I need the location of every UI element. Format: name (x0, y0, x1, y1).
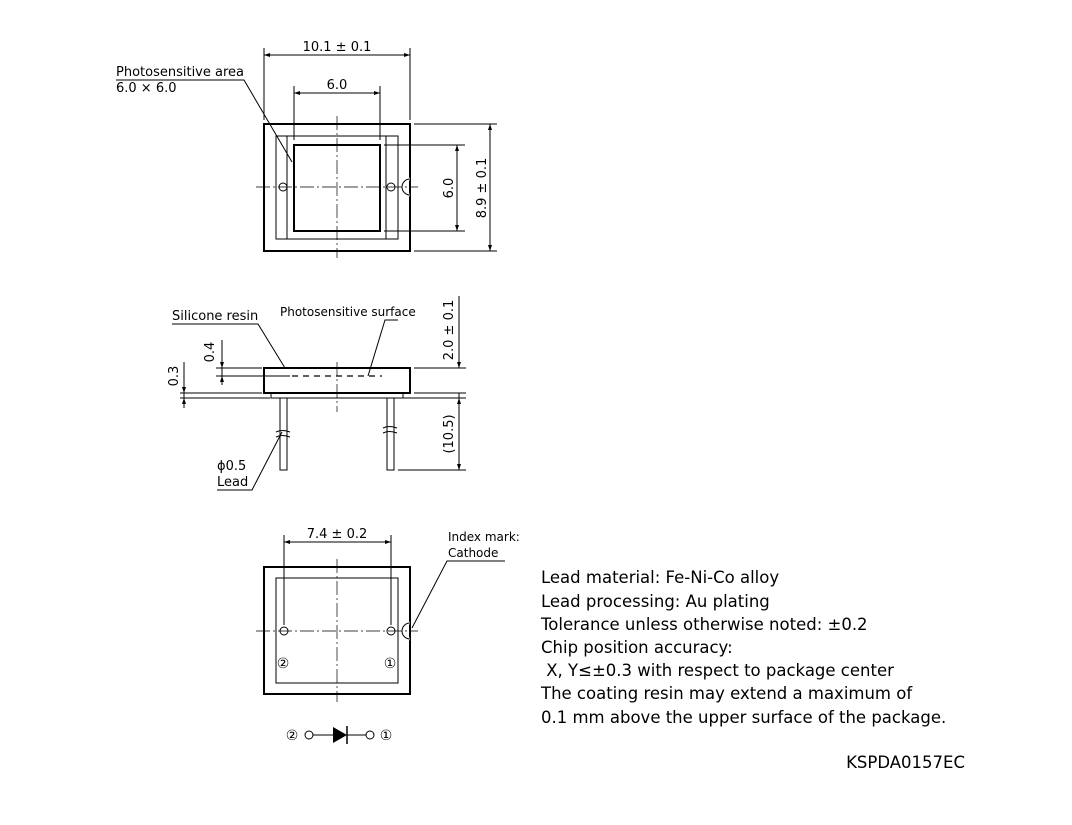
note-lead-processing: Lead processing: Au plating (541, 592, 770, 611)
dim-lead-pitch: 7.4 ± 0.2 (306, 527, 368, 542)
dim-chip-height: 6.0 (442, 177, 457, 199)
photosensitive-surface-label: Photosensitive surface (280, 305, 416, 319)
note-lead-material: Lead material: Fe-Ni-Co alloy (541, 568, 780, 587)
pin1-number: ① (383, 656, 397, 672)
photosensitive-area-size: 6.0 × 6.0 (116, 81, 177, 96)
note-coating-2: 0.1 mm above the upper surface of the package. (541, 708, 947, 727)
silicone-resin-label: Silicone resin (172, 309, 259, 324)
side-view (167, 296, 466, 490)
top-view (116, 40, 497, 258)
dim-package-width: 10.1 ± 0.1 (302, 40, 372, 55)
photosensitive-area-label: Photosensitive area (116, 65, 245, 80)
note-chip-position-value: X, Y≤±0.3 with respect to package center (541, 661, 894, 680)
note-coating-1: The coating resin may extend a maximum of (541, 684, 913, 703)
dim-package-height: 8.9 ± 0.1 (475, 157, 490, 219)
diode-triangle (333, 727, 347, 743)
symbol-terminal-left (305, 731, 313, 739)
dim-0-4: 0.4 (203, 341, 218, 363)
symbol-terminal-right (366, 731, 374, 739)
bottom-view (256, 527, 520, 702)
note-chip-position: Chip position accuracy: (541, 638, 733, 657)
drawing-code: KSPDA0157EC (846, 753, 965, 772)
lead-label: Lead (217, 475, 249, 490)
dim-chip-width: 6.0 (326, 78, 348, 93)
pin2-number: ② (276, 656, 290, 672)
lead-diameter-label: ϕ0.5 (217, 459, 247, 474)
lead-right (387, 398, 394, 470)
symbol-pin2: ② (285, 728, 299, 744)
note-tolerance: Tolerance unless otherwise noted: ±0.2 (541, 615, 868, 634)
cathode-label: Cathode (448, 546, 499, 560)
dim-lead-length: (10.5) (442, 414, 457, 454)
dim-package-thickness: 2.0 ± 0.1 (442, 299, 457, 361)
diode-symbol (286, 726, 393, 744)
index-mark-label: Index mark: (448, 530, 520, 544)
top-window (287, 136, 386, 239)
notes (540, 568, 946, 727)
symbol-pin1: ① (379, 728, 393, 744)
dim-0-3: 0.3 (167, 365, 182, 387)
